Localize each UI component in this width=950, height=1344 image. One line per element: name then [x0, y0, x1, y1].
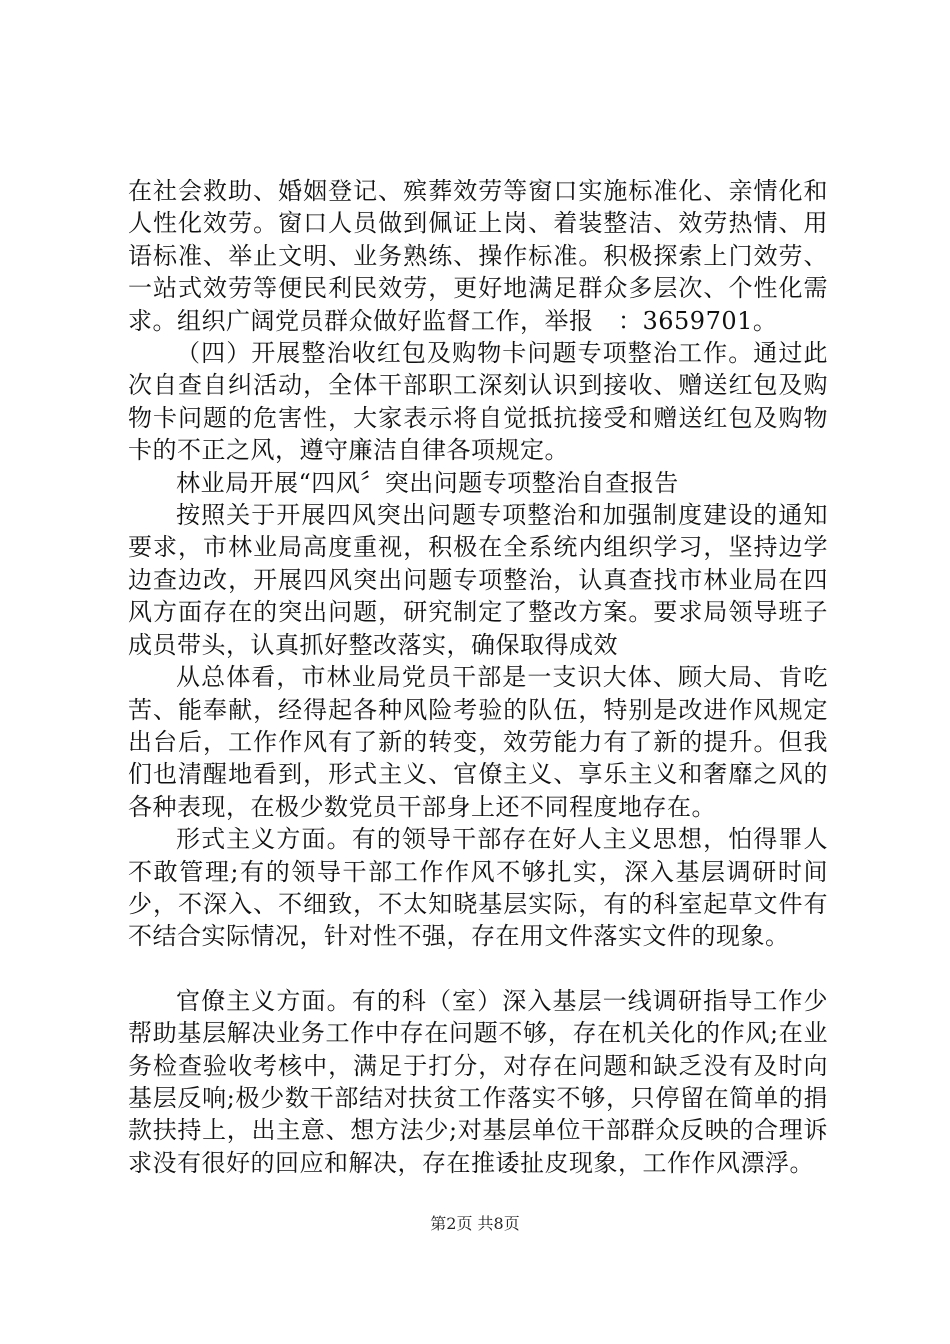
- page-footer: 第2页 共8页: [430, 1214, 520, 1233]
- paragraph-overall-view: 从总体看，市林业局党员干部是一支识大体、顾大局、肯吃苦、能奉献，经得起各种风险考验的队伍，特别是改进作风规定出台后，工作作风有了新的转变，效劳能力有了新的提升。但我们也清醒地看到，形式主义、官僚主义、享乐主义和奢靡之风的各种表现，在极少数党员干部身上还不同程度地存在。: [128, 663, 828, 821]
- document-body: [128, 175, 828, 1179]
- paragraph-service-window: 在社会救助、婚姻登记、殡葬效劳等窗口实施标准化、亲情化和人性化效劳。窗口人员做到佩证上岗、着装整洁、效劳热情、用语标准、举止文明、业务熟练、操作标准。积极探索上门效劳、一站式效劳等便民利民效劳，更好地满足群众多层次、个性化需求。组织广阔党员群众做好监督工作，举报 ：3659701。: [128, 177, 828, 335]
- paragraph-gap: [128, 953, 828, 985]
- paragraph-formalism: 形式主义方面。有的领导干部存在好人主义思想，怕得罪人不敢管理;有的领导干部工作作风不够扎实，深入基层调研时间少，不深入、不细致，不太知晓基层实际，有的科室起草文件有不结合实际情况，针对性不强，存在用文件落实文件的现象。: [128, 825, 828, 951]
- paragraph-notice-requirements: 按照关于开展四风突出问题专项整治和加强制度建设的通知要求，市林业局高度重视，积极在全系统内组织学习，坚持边学边查边改，开展四风突出问题专项整治，认真查找市林业局在四风方面存在的突出问题，研究制定了整改方案。要求局领导班子成员带头，认真抓好整改落实，确保取得成效: [128, 501, 828, 659]
- report-title: 林业局开展“四风〞突出问题专项整治自查报告: [176, 468, 679, 497]
- paragraph-red-envelope: （四）开展整治收红包及购物卡问题专项整治工作。通过此次自查自纠活动，全体干部职工深刻认识到接收、赠送红包及购物卡问题的危害性，大家表示将自觉抵抗接受和赠送红包及购物卡的不正之风，遵守廉洁自律各项规定。: [128, 339, 828, 465]
- paragraph-bureaucratism: 官僚主义方面。有的科（室）深入基层一线调研指导工作少帮助基层解决业务工作中存在问题不够，存在机关化的作风;在业务检查验收考核中，满足于打分，对存在问题和缺乏没有及时向基层反响;极少数干部结对扶贫工作落实不够，只停留在简单的捐款扶持上，出主意、想方法少;对基层单位干部群众反映的合理诉求没有很好的回应和解决，存在推诿扯皮现象，工作作风漂浮。: [128, 986, 828, 1177]
